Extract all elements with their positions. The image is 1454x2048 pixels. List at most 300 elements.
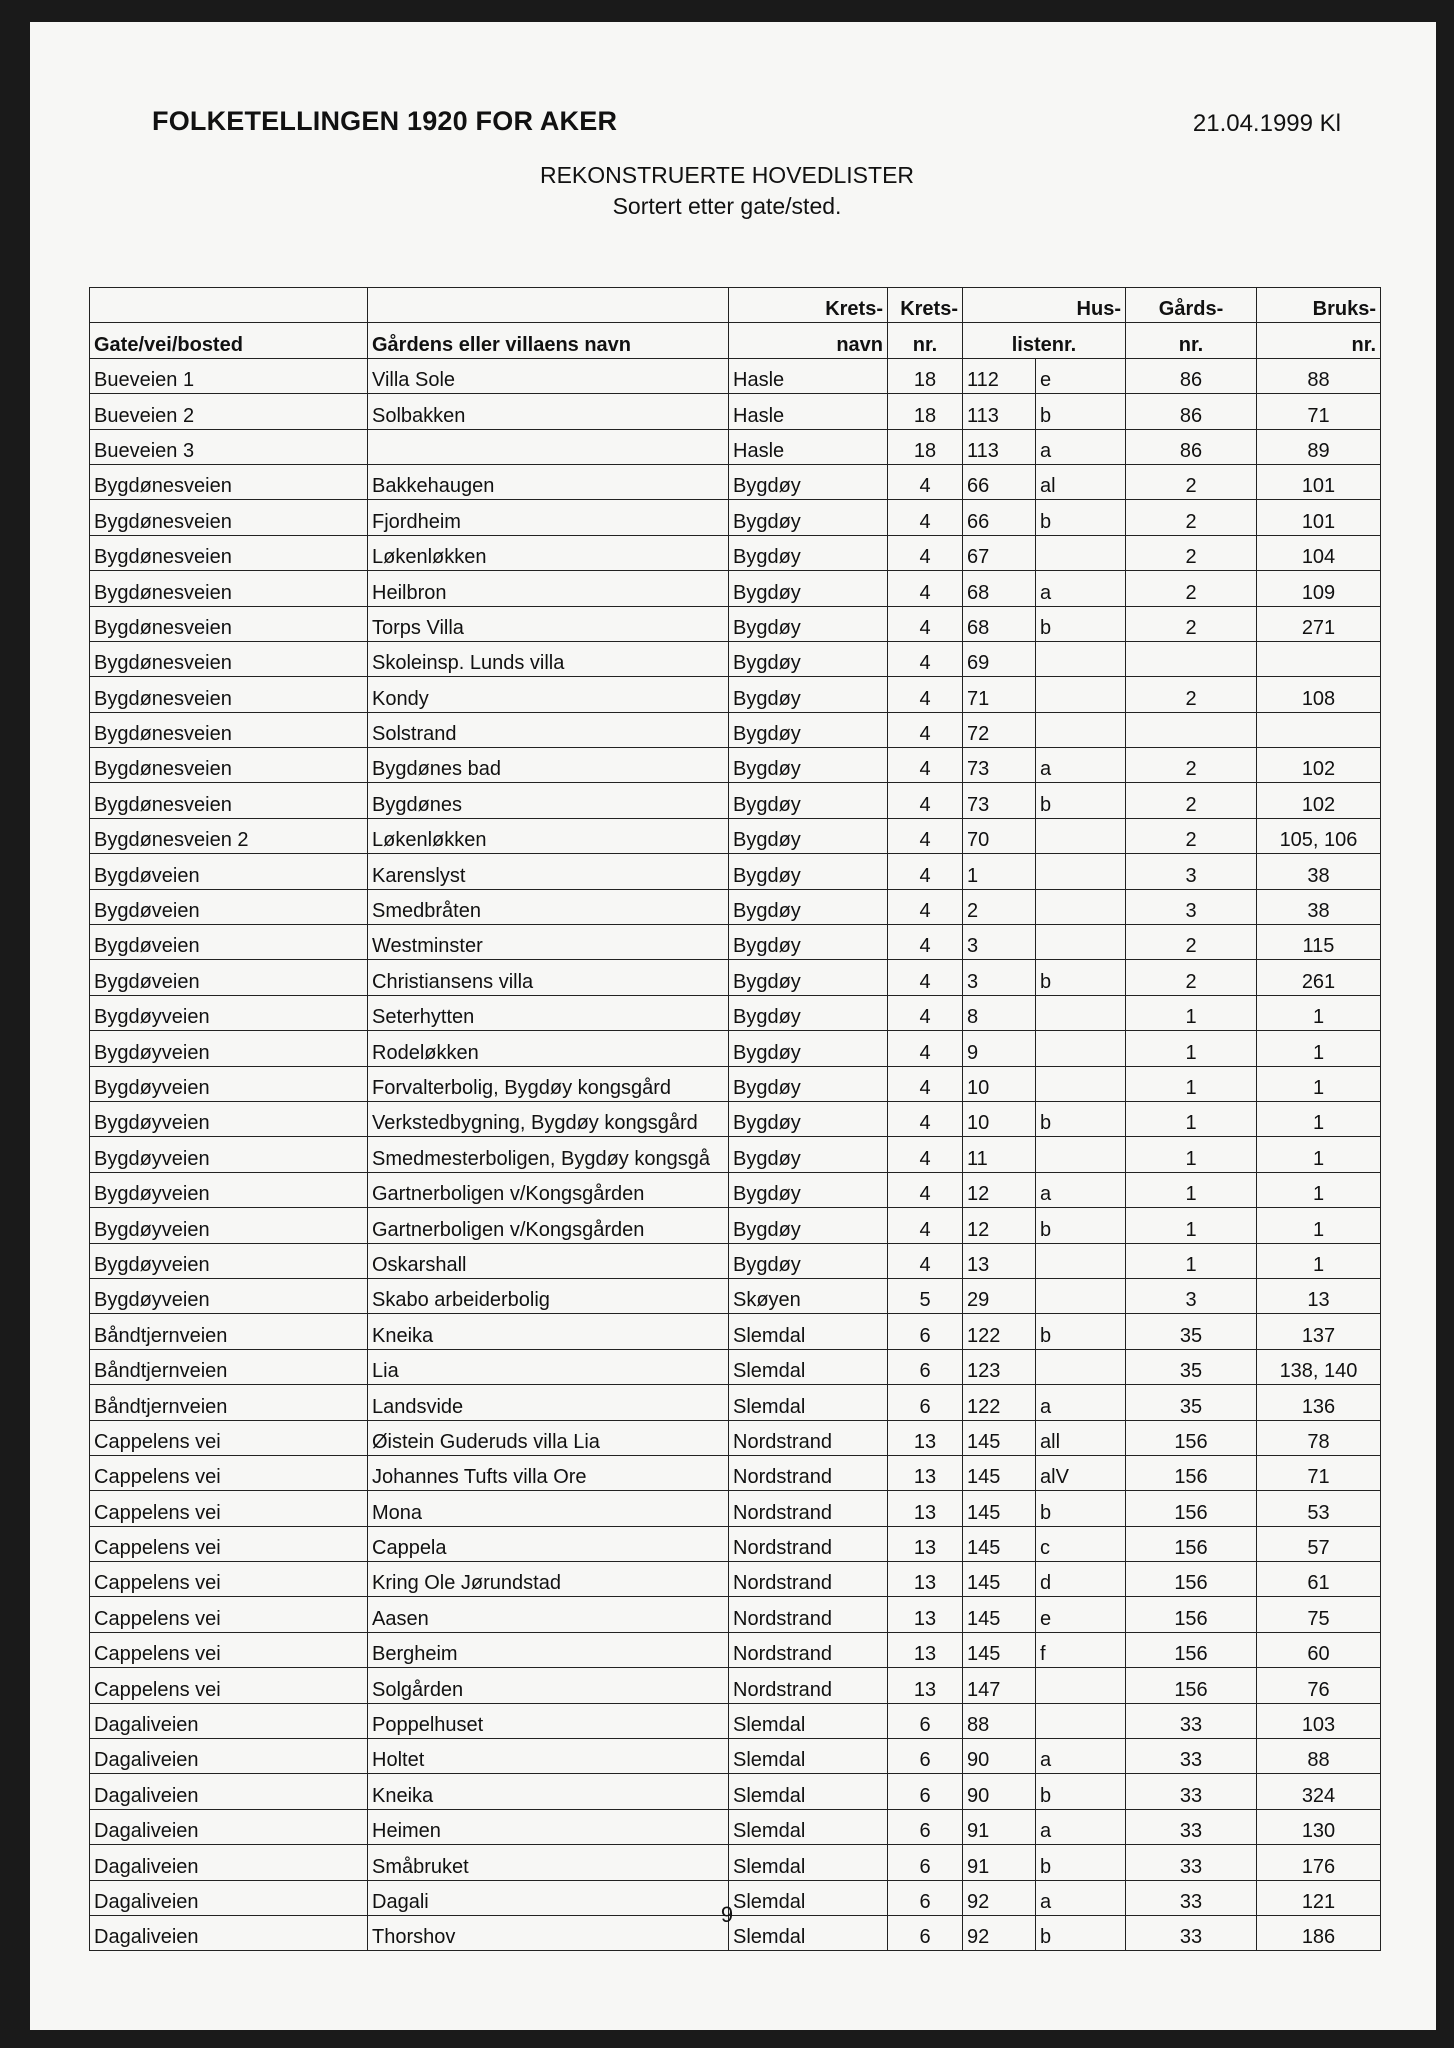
cell-husliste-suffix <box>1036 1703 1126 1738</box>
cell-kretsnr: 6 <box>888 1915 963 1950</box>
cell-husliste: 3 <box>963 925 1036 960</box>
cell-gard: Mona <box>368 1491 729 1526</box>
cell-husliste-suffix <box>1036 995 1126 1030</box>
table-row <box>90 394 1381 429</box>
cell-husliste: 112 <box>963 358 1036 393</box>
cell-kretsnavn: Bygdøy <box>729 748 888 783</box>
cell-gate: Bygdøyveien <box>90 1031 368 1066</box>
table-row <box>90 1632 1381 1667</box>
table-row <box>90 1031 1381 1066</box>
table-row <box>90 571 1381 606</box>
cell-bruksnr: 121 <box>1257 1880 1381 1915</box>
cell-gate: Bygdøveien <box>90 889 368 924</box>
cell-husliste: 72 <box>963 712 1036 747</box>
cell-husliste-suffix <box>1036 1137 1126 1172</box>
cell-bruksnr: 78 <box>1257 1420 1381 1455</box>
cell-gard: Lia <box>368 1349 729 1384</box>
table-row <box>90 1774 1381 1809</box>
col-header-gard-top <box>368 288 729 323</box>
cell-husliste: 91 <box>963 1809 1036 1844</box>
cell-gard: Skoleinsp. Lunds villa <box>368 641 729 676</box>
cell-bruksnr: 1 <box>1257 1208 1381 1243</box>
cell-gate: Bygdøyveien <box>90 1137 368 1172</box>
table-row <box>90 1385 1381 1420</box>
cell-kretsnr: 4 <box>888 783 963 818</box>
col-header-hus-top: Hus- <box>963 288 1126 323</box>
cell-husliste-suffix <box>1036 1278 1126 1313</box>
cell-kretsnavn: Hasle <box>729 394 888 429</box>
cell-gardsnr: 2 <box>1126 464 1257 499</box>
cell-husliste-suffix: a <box>1036 1172 1126 1207</box>
cell-kretsnr: 13 <box>888 1455 963 1490</box>
cell-kretsnavn: Slemdal <box>729 1809 888 1844</box>
cell-husliste-suffix <box>1036 1349 1126 1384</box>
header-row-1 <box>90 288 1381 323</box>
cell-gate: Bygdøveien <box>90 960 368 995</box>
cell-husliste-suffix: b <box>1036 1915 1126 1950</box>
cell-husliste-suffix: b <box>1036 606 1126 641</box>
cell-husliste-suffix <box>1036 535 1126 570</box>
cell-bruksnr: 186 <box>1257 1915 1381 1950</box>
cell-kretsnr: 4 <box>888 641 963 676</box>
cell-kretsnr: 6 <box>888 1314 963 1349</box>
cell-gard: Dagali <box>368 1880 729 1915</box>
cell-kretsnr: 6 <box>888 1774 963 1809</box>
cell-kretsnavn: Slemdal <box>729 1703 888 1738</box>
cell-bruksnr: 136 <box>1257 1385 1381 1420</box>
cell-gard: Christiansens villa <box>368 960 729 995</box>
cell-husliste: 90 <box>963 1739 1036 1774</box>
cell-bruksnr: 1 <box>1257 1137 1381 1172</box>
cell-bruksnr: 271 <box>1257 606 1381 641</box>
cell-gate: Båndtjernveien <box>90 1314 368 1349</box>
table-row <box>90 854 1381 889</box>
cell-kretsnavn: Bygdøy <box>729 500 888 535</box>
cell-bruksnr: 1 <box>1257 1243 1381 1278</box>
cell-kretsnr: 6 <box>888 1385 963 1420</box>
cell-gard: Gartnerboligen v/Kongsgården <box>368 1172 729 1207</box>
cell-gate: Bygdøyveien <box>90 995 368 1030</box>
cell-husliste: 145 <box>963 1632 1036 1667</box>
cell-gate: Bygdønesveien 2 <box>90 818 368 853</box>
cell-gate: Cappelens vei <box>90 1562 368 1597</box>
cell-husliste: 145 <box>963 1526 1036 1561</box>
cell-gardsnr: 2 <box>1126 535 1257 570</box>
cell-husliste-suffix: a <box>1036 1880 1126 1915</box>
cell-husliste: 10 <box>963 1101 1036 1136</box>
table-row <box>90 1314 1381 1349</box>
cell-kretsnr: 13 <box>888 1597 963 1632</box>
table-row <box>90 889 1381 924</box>
cell-bruksnr: 75 <box>1257 1597 1381 1632</box>
cell-gate: Dagaliveien <box>90 1809 368 1844</box>
cell-gardsnr: 156 <box>1126 1597 1257 1632</box>
cell-gard: Verkstedbygning, Bygdøy kongsgård <box>368 1101 729 1136</box>
cell-husliste-suffix <box>1036 1066 1126 1101</box>
cell-gate: Båndtjernveien <box>90 1349 368 1384</box>
cell-husliste-suffix <box>1036 712 1126 747</box>
table-row <box>90 1243 1381 1278</box>
cell-bruksnr <box>1257 712 1381 747</box>
cell-kretsnavn: Nordstrand <box>729 1632 888 1667</box>
table-row <box>90 464 1381 499</box>
cell-kretsnr: 4 <box>888 925 963 960</box>
cell-bruksnr: 13 <box>1257 1278 1381 1313</box>
cell-gate: Bueveien 2 <box>90 394 368 429</box>
cell-husliste: 122 <box>963 1385 1036 1420</box>
cell-gardsnr: 156 <box>1126 1562 1257 1597</box>
cell-gard: Rodeløkken <box>368 1031 729 1066</box>
cell-kretsnr: 4 <box>888 1137 963 1172</box>
cell-gard: Cappela <box>368 1526 729 1561</box>
cell-husliste: 113 <box>963 394 1036 429</box>
cell-husliste: 73 <box>963 783 1036 818</box>
cell-gate: Cappelens vei <box>90 1526 368 1561</box>
cell-gate: Bygdøyveien <box>90 1208 368 1243</box>
cell-kretsnr: 13 <box>888 1668 963 1703</box>
cell-bruksnr: 137 <box>1257 1314 1381 1349</box>
cell-kretsnr: 13 <box>888 1420 963 1455</box>
cell-husliste: 1 <box>963 854 1036 889</box>
cell-kretsnavn: Bygdøy <box>729 1243 888 1278</box>
cell-bruksnr: 53 <box>1257 1491 1381 1526</box>
cell-bruksnr <box>1257 641 1381 676</box>
cell-gate: Bueveien 3 <box>90 429 368 464</box>
cell-husliste: 12 <box>963 1172 1036 1207</box>
cell-gardsnr: 156 <box>1126 1420 1257 1455</box>
cell-bruksnr: 101 <box>1257 464 1381 499</box>
cell-kretsnr: 4 <box>888 1066 963 1101</box>
cell-bruksnr: 61 <box>1257 1562 1381 1597</box>
cell-gardsnr: 33 <box>1126 1739 1257 1774</box>
cell-gard: Småbruket <box>368 1845 729 1880</box>
cell-kretsnavn: Bygdøy <box>729 677 888 712</box>
cell-gardsnr: 2 <box>1126 960 1257 995</box>
cell-kretsnr: 4 <box>888 464 963 499</box>
page-number: 9 <box>720 1902 734 1927</box>
cell-gardsnr: 33 <box>1126 1845 1257 1880</box>
col-header-hus: listenr. <box>963 323 1126 358</box>
col-header-gards: nr. <box>1126 323 1257 358</box>
cell-gard: Johannes Tufts villa Ore <box>368 1455 729 1490</box>
cell-kretsnavn: Bygdøy <box>729 889 888 924</box>
cell-husliste: 88 <box>963 1703 1036 1738</box>
cell-gardsnr: 1 <box>1126 1101 1257 1136</box>
cell-husliste: 29 <box>963 1278 1036 1313</box>
cell-gate: Bygdønesveien <box>90 641 368 676</box>
cell-husliste-suffix: b <box>1036 783 1126 818</box>
cell-gard: Thorshov <box>368 1915 729 1950</box>
cell-kretsnavn: Slemdal <box>729 1845 888 1880</box>
cell-husliste-suffix <box>1036 854 1126 889</box>
cell-kretsnr: 6 <box>888 1739 963 1774</box>
table-row <box>90 1668 1381 1703</box>
cell-husliste-suffix: b <box>1036 960 1126 995</box>
table-row <box>90 1703 1381 1738</box>
cell-bruksnr: 104 <box>1257 535 1381 570</box>
cell-gardsnr: 156 <box>1126 1526 1257 1561</box>
cell-gate: Dagaliveien <box>90 1739 368 1774</box>
cell-kretsnavn: Bygdøy <box>729 641 888 676</box>
cell-gard: Poppelhuset <box>368 1703 729 1738</box>
cell-bruksnr: 57 <box>1257 1526 1381 1561</box>
cell-bruksnr: 105, 106 <box>1257 818 1381 853</box>
document-title: FOLKETELLINGEN 1920 FOR AKER <box>152 106 618 136</box>
cell-husliste: 8 <box>963 995 1036 1030</box>
cell-husliste-suffix: b <box>1036 394 1126 429</box>
cell-kretsnavn: Nordstrand <box>729 1668 888 1703</box>
cell-husliste: 70 <box>963 818 1036 853</box>
cell-husliste-suffix <box>1036 1031 1126 1066</box>
cell-gate: Dagaliveien <box>90 1880 368 1915</box>
col-header-kretsnr: nr. <box>888 323 963 358</box>
cell-gardsnr: 1 <box>1126 1208 1257 1243</box>
cell-kretsnavn: Slemdal <box>729 1880 888 1915</box>
cell-bruksnr: 115 <box>1257 925 1381 960</box>
cell-bruksnr: 1 <box>1257 1101 1381 1136</box>
cell-bruksnr: 176 <box>1257 1845 1381 1880</box>
cell-gardsnr <box>1126 641 1257 676</box>
cell-husliste-suffix: b <box>1036 1101 1126 1136</box>
cell-husliste: 67 <box>963 535 1036 570</box>
table-row <box>90 1172 1381 1207</box>
cell-kretsnavn: Slemdal <box>729 1739 888 1774</box>
cell-gate: Cappelens vei <box>90 1455 368 1490</box>
cell-husliste: 3 <box>963 960 1036 995</box>
cell-gardsnr: 86 <box>1126 429 1257 464</box>
cell-kretsnr: 4 <box>888 889 963 924</box>
cell-husliste-suffix: a <box>1036 748 1126 783</box>
cell-gate: Bygdønesveien <box>90 535 368 570</box>
cell-gardsnr: 1 <box>1126 1066 1257 1101</box>
table-row <box>90 1101 1381 1136</box>
table-row <box>90 1208 1381 1243</box>
cell-kretsnavn: Nordstrand <box>729 1562 888 1597</box>
cell-gardsnr <box>1126 712 1257 747</box>
cell-kretsnr: 18 <box>888 429 963 464</box>
table-row <box>90 535 1381 570</box>
cell-kretsnavn: Bygdøy <box>729 995 888 1030</box>
cell-kretsnr: 4 <box>888 995 963 1030</box>
cell-husliste-suffix: d <box>1036 1562 1126 1597</box>
cell-husliste: 68 <box>963 606 1036 641</box>
cell-bruksnr: 109 <box>1257 571 1381 606</box>
table-row <box>90 1845 1381 1880</box>
cell-kretsnavn: Bygdøy <box>729 464 888 499</box>
cell-bruksnr: 1 <box>1257 1066 1381 1101</box>
cell-kretsnavn: Nordstrand <box>729 1420 888 1455</box>
census-table <box>89 287 1381 1951</box>
document-date: 21.04.1999 Kl <box>1192 110 1341 137</box>
table-row <box>90 429 1381 464</box>
cell-kretsnr: 4 <box>888 818 963 853</box>
cell-gard: Kring Ole Jørundstad <box>368 1562 729 1597</box>
table-row <box>90 1739 1381 1774</box>
cell-gard: Westminster <box>368 925 729 960</box>
cell-gardsnr: 33 <box>1126 1809 1257 1844</box>
cell-kretsnr: 4 <box>888 1243 963 1278</box>
cell-gate: Bygdøyveien <box>90 1278 368 1313</box>
cell-husliste: 145 <box>963 1562 1036 1597</box>
table-row <box>90 748 1381 783</box>
cell-gardsnr: 33 <box>1126 1880 1257 1915</box>
cell-husliste: 73 <box>963 748 1036 783</box>
cell-kretsnr: 4 <box>888 712 963 747</box>
cell-husliste-suffix: a <box>1036 1739 1126 1774</box>
cell-husliste: 122 <box>963 1314 1036 1349</box>
cell-gard: Kneika <box>368 1314 729 1349</box>
table-row <box>90 1597 1381 1632</box>
cell-bruksnr: 71 <box>1257 1455 1381 1490</box>
cell-husliste-suffix: a <box>1036 1385 1126 1420</box>
cell-gardsnr: 1 <box>1126 1243 1257 1278</box>
cell-husliste: 68 <box>963 571 1036 606</box>
cell-husliste: 2 <box>963 889 1036 924</box>
table-row <box>90 677 1381 712</box>
cell-gardsnr: 1 <box>1126 1031 1257 1066</box>
cell-gate: Dagaliveien <box>90 1774 368 1809</box>
table-row <box>90 641 1381 676</box>
cell-husliste-suffix <box>1036 818 1126 853</box>
cell-gardsnr: 3 <box>1126 854 1257 889</box>
cell-gard: Bygdønes bad <box>368 748 729 783</box>
cell-gard: Øistein Guderuds villa Lia <box>368 1420 729 1455</box>
table-row <box>90 1526 1381 1561</box>
cell-bruksnr: 102 <box>1257 783 1381 818</box>
cell-gardsnr: 35 <box>1126 1314 1257 1349</box>
cell-gardsnr: 33 <box>1126 1915 1257 1950</box>
cell-husliste-suffix <box>1036 1668 1126 1703</box>
cell-husliste-suffix: b <box>1036 1845 1126 1880</box>
cell-bruksnr: 261 <box>1257 960 1381 995</box>
cell-husliste: 92 <box>963 1915 1036 1950</box>
cell-gard: Løkenløkken <box>368 535 729 570</box>
cell-kretsnavn: Skøyen <box>729 1278 888 1313</box>
cell-gate: Cappelens vei <box>90 1597 368 1632</box>
cell-husliste: 9 <box>963 1031 1036 1066</box>
cell-husliste: 123 <box>963 1349 1036 1384</box>
cell-husliste-suffix: al <box>1036 464 1126 499</box>
cell-gardsnr: 86 <box>1126 358 1257 393</box>
table-row <box>90 1491 1381 1526</box>
cell-gard: Skabo arbeiderbolig <box>368 1278 729 1313</box>
cell-gardsnr: 2 <box>1126 925 1257 960</box>
cell-husliste-suffix: b <box>1036 500 1126 535</box>
cell-gate: Bygdøyveien <box>90 1066 368 1101</box>
cell-gardsnr: 86 <box>1126 394 1257 429</box>
cell-husliste-suffix: c <box>1036 1526 1126 1561</box>
cell-kretsnr: 4 <box>888 1031 963 1066</box>
cell-gard: Løkenløkken <box>368 818 729 853</box>
cell-gard: Smedmesterboligen, Bygdøy kongsgå <box>368 1137 729 1172</box>
cell-husliste-suffix: a <box>1036 429 1126 464</box>
col-header-kretsnr-top: Krets- <box>888 288 963 323</box>
cell-gardsnr: 2 <box>1126 818 1257 853</box>
cell-bruksnr: 76 <box>1257 1668 1381 1703</box>
cell-kretsnavn: Hasle <box>729 358 888 393</box>
cell-gate: Bygdønesveien <box>90 571 368 606</box>
cell-husliste: 71 <box>963 677 1036 712</box>
cell-gard: Aasen <box>368 1597 729 1632</box>
cell-gardsnr: 1 <box>1126 1137 1257 1172</box>
cell-bruksnr: 103 <box>1257 1703 1381 1738</box>
cell-gate: Bygdøyveien <box>90 1243 368 1278</box>
cell-bruksnr: 138, 140 <box>1257 1349 1381 1384</box>
table-row <box>90 606 1381 641</box>
cell-bruksnr: 108 <box>1257 677 1381 712</box>
cell-kretsnavn: Bygdøy <box>729 854 888 889</box>
cell-gate: Dagaliveien <box>90 1845 368 1880</box>
cell-husliste: 145 <box>963 1491 1036 1526</box>
cell-gardsnr: 2 <box>1126 606 1257 641</box>
cell-gard: Holtet <box>368 1739 729 1774</box>
table-row <box>90 1455 1381 1490</box>
cell-kretsnavn: Slemdal <box>729 1915 888 1950</box>
cell-husliste-suffix: a <box>1036 571 1126 606</box>
cell-gardsnr: 3 <box>1126 1278 1257 1313</box>
cell-kretsnavn: Bygdøy <box>729 1101 888 1136</box>
cell-husliste-suffix: all <box>1036 1420 1126 1455</box>
cell-husliste-suffix <box>1036 925 1126 960</box>
cell-kretsnr: 18 <box>888 358 963 393</box>
cell-kretsnr: 4 <box>888 571 963 606</box>
cell-husliste: 145 <box>963 1420 1036 1455</box>
cell-kretsnr: 6 <box>888 1703 963 1738</box>
cell-gard: Landsvide <box>368 1385 729 1420</box>
cell-gard: Heimen <box>368 1809 729 1844</box>
cell-gard: Torps Villa <box>368 606 729 641</box>
cell-gard: Solbakken <box>368 394 729 429</box>
col-header-gards-top: Gårds- <box>1126 288 1257 323</box>
cell-husliste: 66 <box>963 500 1036 535</box>
document-sort-note: Sortert etter gate/sted. <box>612 193 842 219</box>
cell-bruksnr: 71 <box>1257 394 1381 429</box>
cell-husliste: 69 <box>963 641 1036 676</box>
cell-gard <box>368 429 729 464</box>
cell-husliste-suffix: a <box>1036 1809 1126 1844</box>
cell-gardsnr: 2 <box>1126 783 1257 818</box>
table-row <box>90 960 1381 995</box>
cell-bruksnr: 1 <box>1257 1031 1381 1066</box>
cell-kretsnr: 4 <box>888 960 963 995</box>
cell-bruksnr: 130 <box>1257 1809 1381 1844</box>
cell-gate: Bygdønesveien <box>90 712 368 747</box>
cell-bruksnr: 1 <box>1257 995 1381 1030</box>
cell-kretsnr: 13 <box>888 1526 963 1561</box>
cell-gardsnr: 35 <box>1126 1385 1257 1420</box>
cell-kretsnr: 13 <box>888 1632 963 1667</box>
cell-gate: Bygdønesveien <box>90 783 368 818</box>
cell-kretsnavn: Slemdal <box>729 1385 888 1420</box>
cell-gardsnr: 156 <box>1126 1668 1257 1703</box>
cell-gate: Bygdøveien <box>90 925 368 960</box>
cell-kretsnr: 4 <box>888 677 963 712</box>
cell-husliste: 145 <box>963 1455 1036 1490</box>
cell-kretsnr: 4 <box>888 500 963 535</box>
cell-gardsnr: 2 <box>1126 500 1257 535</box>
cell-kretsnavn: Bygdøy <box>729 1137 888 1172</box>
table-row <box>90 1562 1381 1597</box>
col-header-bruks: nr. <box>1257 323 1381 358</box>
table-row <box>90 712 1381 747</box>
cell-gate: Cappelens vei <box>90 1420 368 1455</box>
cell-kretsnr: 13 <box>888 1562 963 1597</box>
document-subtitle: REKONSTRUERTE HOVEDLISTER <box>539 162 915 188</box>
cell-husliste: 90 <box>963 1774 1036 1809</box>
cell-kretsnavn: Bygdøy <box>729 1208 888 1243</box>
cell-kretsnavn: Nordstrand <box>729 1597 888 1632</box>
cell-kretsnavn: Slemdal <box>729 1774 888 1809</box>
